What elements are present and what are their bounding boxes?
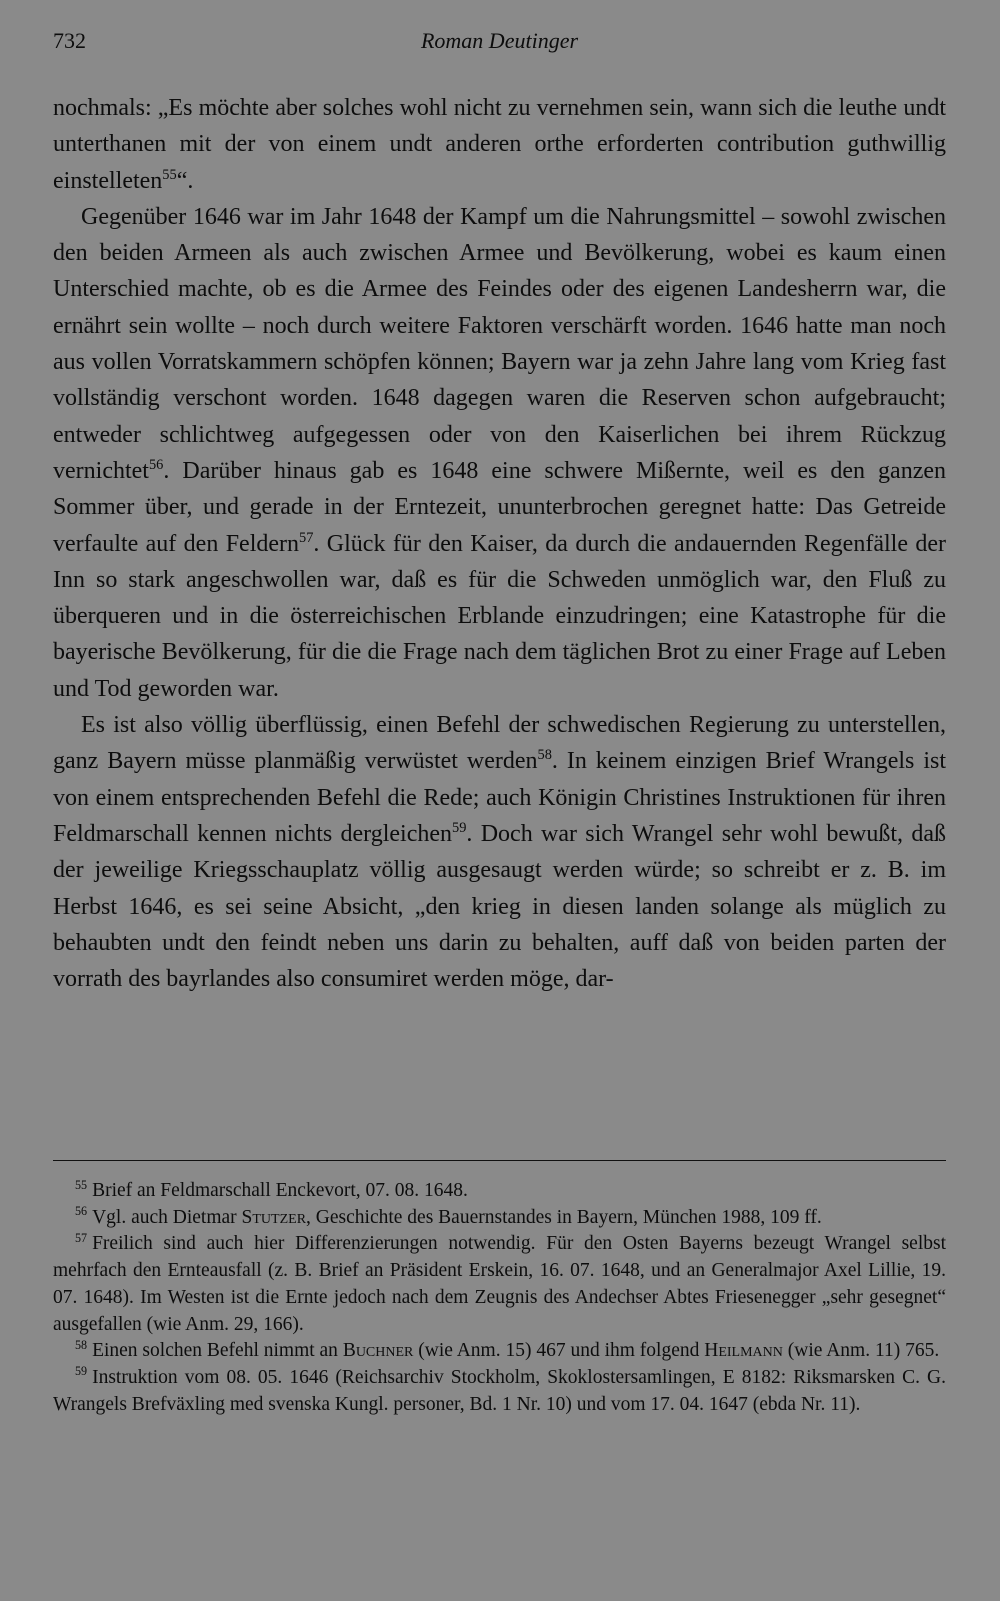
footnote-55: $^{55}$ Brief an Feldmarschall Enckevort, 07. 08. 1648. (75, 1177, 468, 1201)
footnote-58: $^{58}$ Einen solchen Befehl nimmt an Buchner (wie Anm. 15) 467 und ihm folgend Heilmann (wie Anm. 11) 765. (75, 1337, 940, 1362)
page-header (53, 28, 946, 64)
footnote-ref-58: 58 (537, 747, 552, 764)
running-title: Roman Deutinger (420, 28, 579, 53)
main-text (53, 90, 946, 997)
paragraph-2: Gegenüber 1646 war im Jahr 1648 der Kampf um die Nahrungsmittel – sowohl zwischen den beiden Armeen als auch zwischen Armee und Bevölkerung, wobei es kaum einen Unterschied machte, ob es die Armee des Feindes oder des eigenen Landesherrn war, die ernährt sein wollte – noch durch weitere Faktoren verschärft worden. 1646 hatte man noch aus vollen Vorratskammern schöpfen können; Bayern war ja zehn Jahre lang vom Krieg fast vollständig verschont worden. 1648 dagegen waren die Reserven schon aufgebraucht; entweder schlichtweg aufgegessen oder von den Kaiserlichen bei ihrem Rückzug vernichtet$^{56}$. Darüber hinaus gab es 1648 eine schwere Mißernte, weil es den ganzen Sommer über, und gerade in der Erntezeit, ununterbrochen geregnet hatte: Das Getreide verfaulte auf den Feldern$^{57}$. Glück für den Kaiser, da durch die andauernden Regenfälle der Inn so stark angeschwollen war, daß es für die Schweden unmöglich war, den Fluß zu überqueren und in die österreichischen Erblande einzudringen; eine Katastrophe für die bayerische Bevölkerung, für die die Frage nach dem täglichen Brot zu einer Frage auf Leben und Tod geworden war. (53, 203, 946, 702)
paragraph-1: nochmals: „Es möchte aber solches wohl nicht zu vernehmen sein, wann sich die leuthe undt unterthanen mit der von einem undt anderen orthe erforderten contribution guthwillig einstelleten$^{55}$“. (53, 95, 946, 194)
author-name: Buchner (342, 1340, 414, 1362)
footnote-ref-55: 55 (162, 166, 177, 183)
footnote-56: $^{56}$ Vgl. auch Dietmar Stutzer, Geschichte des Bauernstandes in Bayern, München 1988, 109 ff. (75, 1204, 822, 1228)
footnote-ref-56: 56 (148, 456, 164, 473)
footnote-59: $^{59}$ Instruktion vom 08. 05. 1646 (Reichsarchiv Stockholm, Skoklostersamlingen, E 8182: Riksmarsken C. G. Wrangels Brefväxling med svenska Kungl. personer, Bd. 1 Nr. 10) und vom 17. 04. 1647 (ebda Nr. 11). (53, 1364, 946, 1415)
paragraph-3: Es ist also völlig überflüssig, einen Befehl der schwedischen Regierung zu unterstellen, ganz Bayern müsse planmäßig verwüstet werden$^{58}$. In keinem einzigen Brief Wrangels ist von einem entsprechenden Befehl die Rede; auch Königin Christines Instruktionen für ihren Feldmarschall kennen nichts dergleichen$^{59}$. Doch war sich Wrangel sehr wohl bewußt, daß der jeweilige Kriegsschauplatz völlig ausgesaugt werden würde; so schreibt er z. B. im Herbst 1646, es sei seine Absicht, „den krieg in diesen landen solange als müglich zu behaubten undt den feindt neben uns darin zu behalten, auff daß von beiden parten der vorrath des bayrlandes also consumiret werden möge, dar- (53, 712, 946, 993)
footnote-ref-59: 59 (452, 819, 467, 836)
page-number: 732 (53, 28, 86, 53)
footnote-divider (53, 1160, 946, 1161)
footnote-57: $^{57}$ Freilich sind auch hier Differenzierungen notwendig. Für den Osten Bayerns bezeugt Wrangel selbst mehrfach den Ernteausfall (z. B. Brief an Präsident Erskein, 16. 07. 1648, und an Generalmajor Axel Lillie, 19. 07. 1648). Im Westen ist die Ernte jedoch nach dem Zeugnis des Andechser Abtes Friesenegger „sehr gesegnet“ ausgefallen (wie Anm. 29, 166). (53, 1230, 946, 1335)
footnotes (53, 1178, 946, 1418)
author-name: Heilmann (704, 1340, 783, 1362)
footnote-ref-57: 57 (299, 529, 314, 546)
author-name: Stutzer (241, 1206, 307, 1228)
